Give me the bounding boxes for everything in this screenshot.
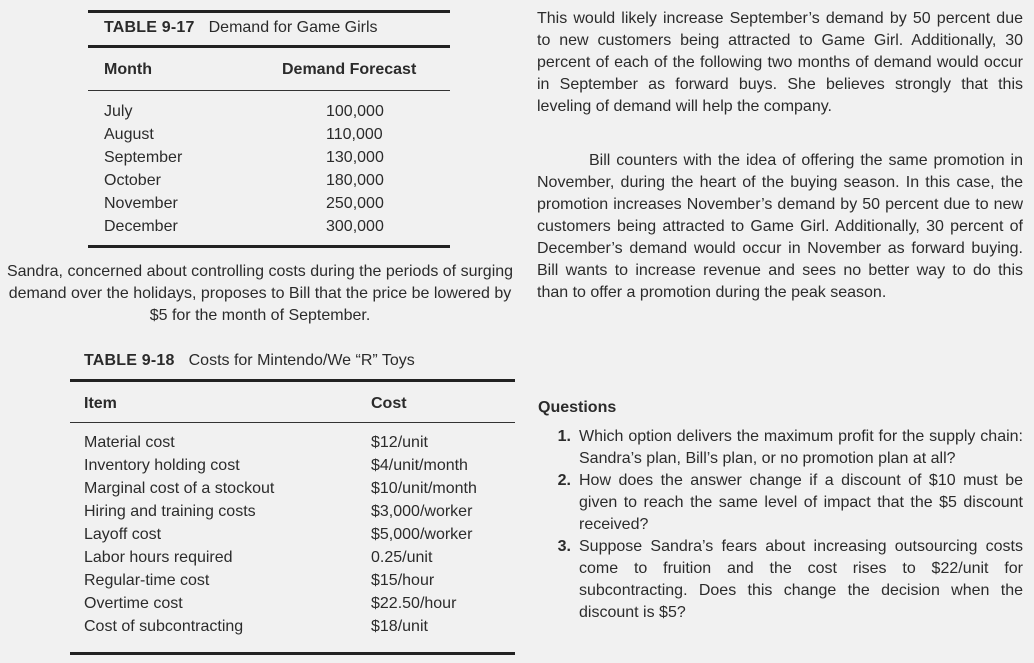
table-cell: 110,000 (326, 126, 383, 143)
table-9-17-bottom-rule (88, 245, 450, 248)
table-cell: $4/unit/month (371, 457, 468, 474)
table-cell: $22.50/hour (371, 595, 457, 612)
question-item (549, 426, 1023, 470)
table-9-18-number: TABLE 9-18 (84, 352, 175, 369)
question-number: 1. (557, 428, 571, 445)
table-cell: August (104, 126, 154, 143)
table-9-18-caption (84, 352, 415, 370)
table-9-17-header-rule (88, 90, 450, 91)
questions-heading: Questions (538, 399, 617, 416)
table-cell: July (104, 103, 133, 120)
right-paragraph-2: Bill counters with the idea of offering the same promotion in November, during the heart of the buying season. In this case, the promotion increases November’s demand by 50 percent due to new customers being attracted to Game Girl. Additionally, 30 percent of December’s demand would occur in November as forward buying. Bill wants to increase revenue and sees no better way to do this than to offer a promotion during the peak season. (537, 152, 1023, 301)
table-cell: 250,000 (326, 195, 384, 212)
table-cell: $18/unit (371, 618, 428, 635)
table-cell: December (104, 218, 178, 235)
table-cell: Regular-time cost (84, 572, 210, 589)
table-9-17-number: TABLE 9-17 (104, 19, 195, 36)
table-9-17-title-rule (88, 45, 450, 48)
table-9-17-month-column (104, 100, 182, 238)
table-cell: Marginal cost of a stockout (84, 480, 275, 497)
table-cell: $10/unit/month (371, 480, 477, 497)
question-item (549, 536, 1023, 624)
table-9-18-header-rule (70, 422, 515, 423)
table-cell: Labor hours required (84, 549, 233, 566)
table-cell: 180,000 (326, 172, 384, 189)
question-text: Which option delivers the maximum profit for the supply chain: Sandra’s plan, Bill’s plan, or no promotion plan at all? (579, 428, 1023, 467)
table-9-17-top-rule (88, 10, 450, 13)
table-cell: 130,000 (326, 149, 384, 166)
table-9-18-cost-column (371, 431, 477, 638)
table-cell: Inventory holding cost (84, 457, 240, 474)
table-cell: Overtime cost (84, 595, 183, 612)
table-9-18-header-cost: Cost (371, 395, 407, 412)
table-cell: Material cost (84, 434, 175, 451)
table-9-17-header-forecast: Demand Forecast (282, 61, 417, 78)
table-9-17-title: Demand for Game Girls (208, 19, 378, 36)
question-text: How does the answer change if a discount of $10 must be given to reach the same level of impact that the $5 discount received? (579, 472, 1023, 533)
right-column (537, 0, 1027, 663)
table-9-18 (0, 340, 520, 663)
table-cell: 100,000 (326, 103, 384, 120)
table-9-17-header-month: Month (104, 61, 152, 78)
table-9-18-title-rule (70, 379, 515, 382)
question-number: 2. (557, 472, 571, 489)
table-cell: $5,000/worker (371, 526, 473, 543)
table-9-18-title: Costs for Mintendo/We “R” Toys (188, 352, 415, 369)
table-9-18-bottom-rule (70, 652, 515, 655)
table-cell: Layoff cost (84, 526, 162, 543)
table-cell: Hiring and training costs (84, 503, 256, 520)
table-cell: Cost of subcontracting (84, 618, 244, 635)
table-cell: 0.25/unit (371, 549, 433, 566)
questions-list (549, 426, 1023, 624)
table-cell: $15/hour (371, 572, 435, 589)
sandra-paragraph: Sandra, concerned about controlling costs during the periods of surging demand over the holidays, proposes to Bill that the price be lowered by $5 for the month of September. (6, 263, 514, 324)
table-cell: October (104, 172, 161, 189)
table-9-18-header-item: Item (84, 395, 117, 412)
table-9-17 (0, 0, 520, 250)
table-cell: November (104, 195, 178, 212)
table-9-17-caption (104, 19, 378, 37)
question-number: 3. (557, 538, 571, 555)
table-9-17-forecast-column (326, 100, 384, 238)
right-paragraph-1: This would likely increase September’s demand by 50 percent due to new customers being attracted to Game Girl. Additionally, 30 percent of each of the following two months of demand would occur in September as forward buys. She believes strongly that this leveling of demand will help the company. (537, 10, 1023, 115)
table-9-18-item-column (84, 431, 274, 638)
question-text: Suppose Sandra’s fears about increasing outsourcing costs come to fruition and the cost rises to $22/unit for subcontracting. Does this change the decision when the discount is $5? (579, 538, 1023, 621)
table-cell: $12/unit (371, 434, 428, 451)
table-cell: September (104, 149, 183, 166)
table-cell: $3,000/worker (371, 503, 473, 520)
question-item (549, 470, 1023, 536)
table-cell: 300,000 (326, 218, 384, 235)
